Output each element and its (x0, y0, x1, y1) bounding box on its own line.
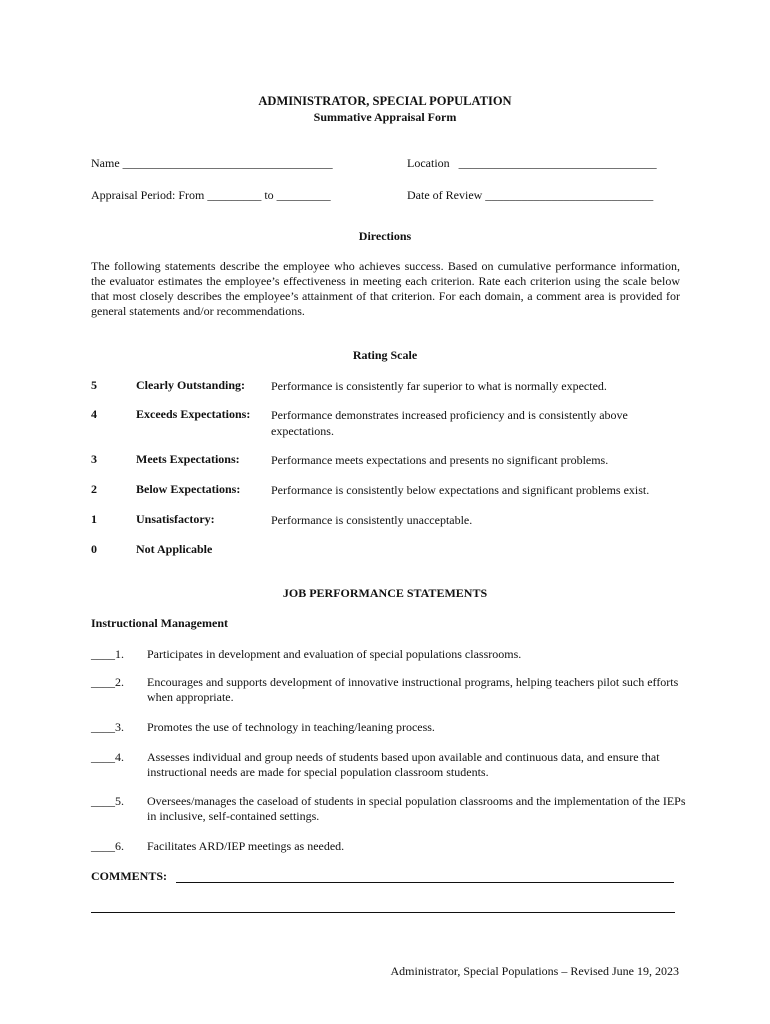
statement-text: Encourages and supports development of innovative instructional programs, helping teachers pilot such efforts when appropriate. (147, 675, 679, 704)
rating-label: Clearly Outstanding: (136, 378, 246, 392)
comments-line-2[interactable] (91, 912, 675, 913)
form-subtitle: Summative Appraisal Form (313, 110, 457, 124)
rating-description: Performance is consistently far superior to what is normally expected. (271, 379, 607, 393)
comments-line[interactable] (176, 882, 674, 883)
rating-number: 5 (91, 378, 97, 392)
rating-label: Exceeds Expectations: (136, 407, 251, 421)
rating-blank[interactable]: ____4. (91, 750, 124, 764)
rating-label: Not Applicable (136, 542, 213, 556)
rating-blank[interactable]: ____6. (91, 839, 124, 853)
statement-text: Oversees/manages the caseload of students in special population classrooms and the implementation of the IEPs in inclusive, self-contained settings. (147, 794, 686, 823)
rating-description: Performance demonstrates increased proficiency and is consistently above expectations. (271, 408, 628, 438)
rating-description: Performance meets expectations and presents no significant problems. (271, 453, 609, 467)
rating-blank[interactable]: ____1. (91, 647, 124, 661)
rating-scale-heading: Rating Scale (352, 348, 418, 362)
section-heading: Instructional Management (91, 616, 228, 630)
directions-heading: Directions (358, 229, 412, 243)
statement-text: Assesses individual and group needs of students based upon available and continuous data, and ensure that instructional needs are made for special population classroom students. (147, 750, 660, 779)
comments-label: COMMENTS: (91, 869, 167, 883)
rating-number: 3 (91, 452, 97, 466)
statement-text: Promotes the use of technology in teaching/leaning process. (147, 720, 435, 734)
rating-blank[interactable]: ____2. (91, 675, 124, 689)
form-title: ADMINISTRATOR, SPECIAL POPULATION (258, 94, 512, 108)
appraisal-period-field[interactable]: Appraisal Period: From _________ to _________ (91, 188, 331, 202)
rating-label: Below Expectations: (136, 482, 241, 496)
rating-number: 4 (91, 407, 97, 421)
date-of-review-field[interactable]: Date of Review ____________________________ (407, 188, 654, 202)
location-field[interactable]: Location _________________________________ (407, 156, 657, 170)
rating-description: Performance is consistently below expectations and significant problems exist. (271, 483, 650, 497)
rating-label: Unsatisfactory: (136, 512, 215, 526)
directions-text: The following statements describe the employee who achieves success. Based on cumulative performance information, the evaluator estimates the employee’s effectiveness in meeting each criterion. Rate each criterion using the scale below that most closely describes the employee’s attainment of that criterion. For each domain, a comment area is provided for general statements and/or recommendations. (91, 259, 680, 318)
rating-label: Meets Expectations: (136, 452, 240, 466)
job-performance-heading: JOB PERFORMANCE STATEMENTS (282, 586, 488, 600)
rating-blank[interactable]: ____3. (91, 720, 124, 734)
statement-text: Participates in development and evaluation of special populations classrooms. (147, 647, 522, 661)
footer-text: Administrator, Special Populations – Revised June 19, 2023 (390, 964, 679, 978)
rating-blank[interactable]: ____5. (91, 794, 124, 808)
name-field[interactable]: Name ___________________________________ (91, 156, 333, 170)
rating-description: Performance is consistently unacceptable. (271, 513, 473, 527)
rating-number: 1 (91, 512, 97, 526)
rating-number: 2 (91, 482, 97, 496)
rating-number: 0 (91, 542, 97, 556)
statement-text: Facilitates ARD/IEP meetings as needed. (147, 839, 345, 853)
